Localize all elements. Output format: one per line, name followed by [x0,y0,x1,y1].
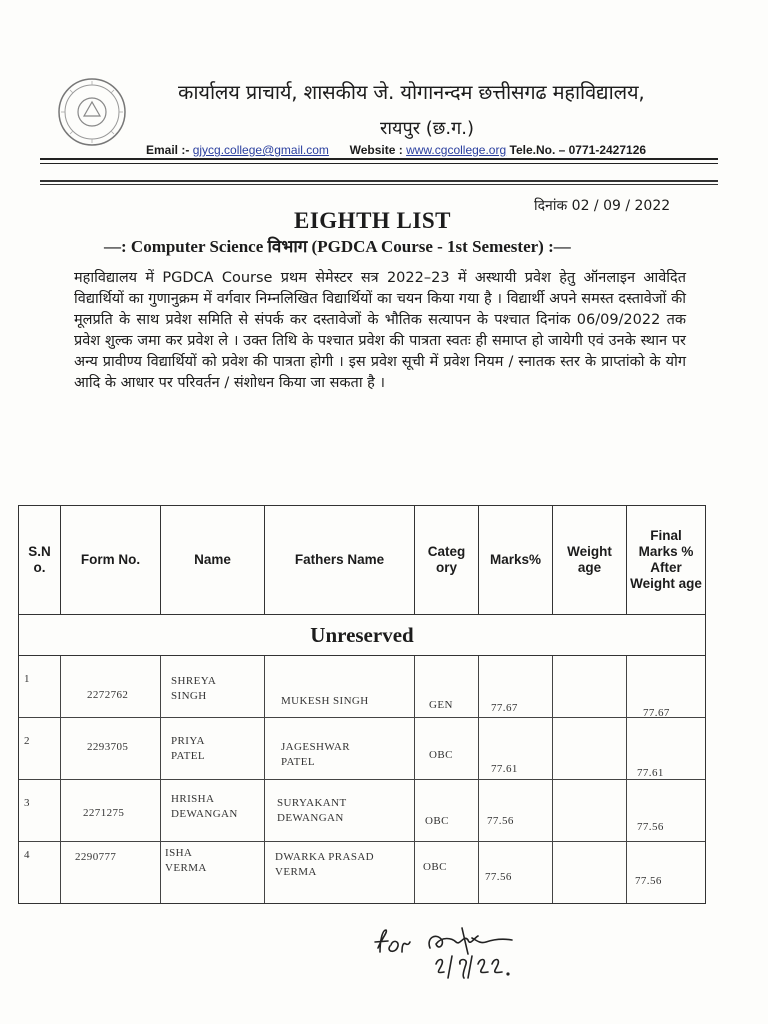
email-label: Email :- [146,143,190,157]
header-rule [40,180,718,182]
header-rule [40,163,718,164]
cell-final-marks: 77.56 [637,821,664,833]
cell-weightage [553,718,627,779]
merit-list-table [18,505,706,904]
cell-final-marks: 77.61 [637,767,664,779]
college-seal-icon [56,76,128,148]
header-category: Categ ory [415,506,479,614]
table-row [19,718,705,780]
website-label: Website : [349,143,403,157]
header-weightage: Weight age [553,506,627,614]
contact-line [146,143,716,157]
header-rule [40,158,718,160]
notice-paragraph [74,268,686,394]
cell-category: GEN [415,656,479,717]
cell-final-marks: 77.56 [635,875,662,887]
cell-sn: 1 [19,656,61,717]
cell-weightage [553,780,627,841]
cell-final-marks: 77.67 [643,707,670,719]
cell-name: PRIYA PATEL [161,718,265,779]
cell-sn: 2 [19,718,61,779]
cell-form-no: 2272762 [61,656,161,717]
cell-fathers-name: JAGESHWAR PATEL [265,718,415,779]
cell-fathers-name: SURYAKANT DEWANGAN [265,780,415,841]
cell-fathers-name: DWARKA PRASAD VERMA [265,842,415,903]
cell-sn: 4 [19,842,61,903]
table-header [19,506,705,615]
list-title: EIGHTH LIST [294,208,451,233]
cell-marks: 77.67 [479,656,553,717]
cell-weightage [553,842,627,903]
cell-form-no: 2290777 [61,842,161,903]
cell-category: OBC [415,718,479,779]
category-section-title: Unreserved [19,615,705,656]
header-rule [40,184,718,185]
org-name-line2: रायपुर (छ.ग.) [380,118,475,139]
telephone: Tele.No. – 0771-2427126 [509,143,647,157]
cell-marks: 77.61 [479,718,553,779]
cell-category: OBC [415,780,479,841]
header-final-marks: Final Marks % After Weight age [630,528,702,591]
org-name-line1: कार्यालय प्राचार्य, शासकीय जे. योगानन्दम छत्तीसगढ महाविद्यालय, [178,80,645,104]
cell-name: SHREYA SINGH [161,656,265,717]
cell-category: OBC [415,842,479,903]
cell-form-no: 2271275 [61,780,161,841]
cell-form-no: 2293705 [61,718,161,779]
cell-name: ISHA VERMA [161,842,265,903]
notice-text: महाविद्यालय में PGDCA Course प्रथम सेमेस्टर सत्र 2022–23 में अस्थायी प्रवेश हेतु ऑनलाइन आवेदित विद्यार्थियों का गुणानुक्रम में वर्गवार निम्नलिखित विद्यार्थियों का चयन किया गया है । विद्यार्थी अपने समस्त दस्तावेजों की मूलप्रति के साथ प्रवेश समिति से संपर्क कर दस्तावेजों के भौतिक सत्यापन के पश्चात दिनांक 06/09/2022 तक प्रवेश शुल्क जमा कर प्रवेश ले । उक्त तिथि के पश्चात प्रवेश की पात्रता स्वतः ही समाप्त हो जायेगी एवं उनके स्थान पर अन्य प्रावीण्य विद्यार्थियों को प्रवेश की पात्रता होगी । इस प्रवेश सूची में प्रवेश नियम / स्नातक स्तर के प्राप्तांको के योग आदि के आधार पर परिवर्तन / संशोधन किया जा सकता है । [74,270,686,391]
cell-sn: 3 [19,780,61,841]
cell-marks: 77.56 [479,780,553,841]
cell-marks: 77.56 [479,842,553,903]
header-form-no: Form No. [61,506,161,614]
website-link[interactable]: www.cgcollege.org [406,143,507,157]
cell-weightage [553,656,627,717]
table-row [19,842,705,903]
table-row [19,780,705,842]
header-fathers-name: Fathers Name [265,506,415,614]
document-date: दिनांक 02 / 09 / 2022 [534,198,671,214]
department-subtitle: —: Computer Science विभाग (PGDCA Course - 1st Semester) :— [104,237,571,256]
email-link[interactable]: gjycg.college@gmail.com [192,143,329,157]
cell-fathers-name: MUKESH SINGH [265,656,415,717]
header-name: Name [161,506,265,614]
handwritten-signature [372,918,542,982]
header-marks: Marks% [479,506,553,614]
cell-name: HRISHA DEWANGAN [161,780,265,841]
table-row [19,656,705,718]
header-sn: S.N o. [19,506,61,614]
